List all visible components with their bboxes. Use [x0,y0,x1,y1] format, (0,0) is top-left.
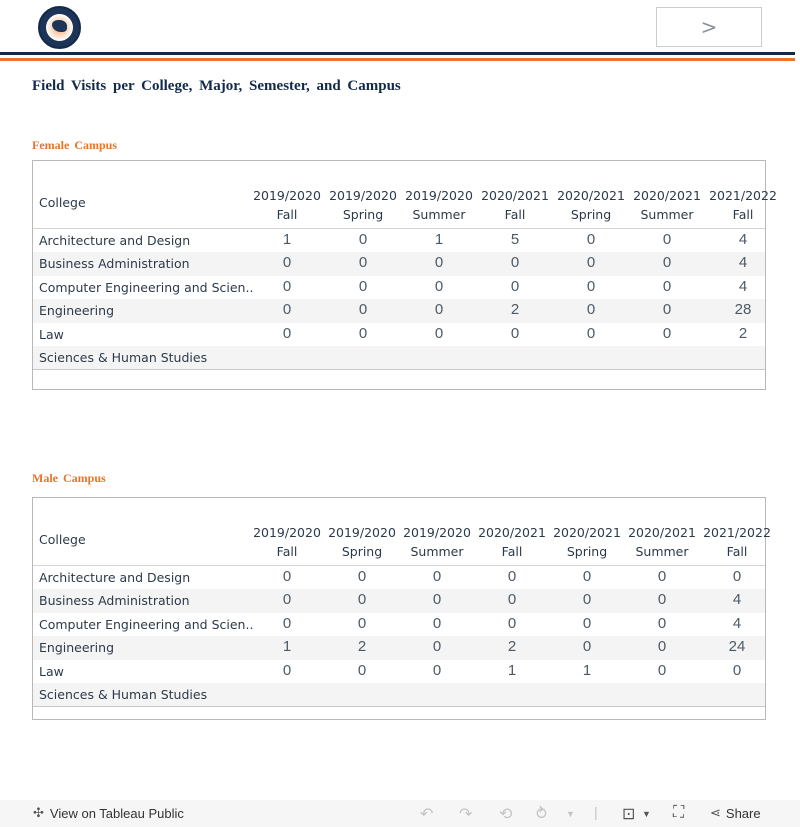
visit-count-cell: 0 [282,568,292,585]
college-name: Engineering [39,303,114,319]
share-button[interactable]: ⋖ Share [710,805,761,821]
column-term: Spring [341,544,383,559]
column-term: Fall [276,544,298,559]
column-term: Spring [570,207,612,222]
visit-count-cell: 1 [282,638,292,656]
next-page-button[interactable]: > [656,7,762,47]
visit-count-cell: 0 [432,591,442,609]
semester-column-header [324,523,400,561]
visit-count-cell: 0 [586,324,596,342]
view-on-tableau-link[interactable]: ✣ View on Tableau Public [33,805,184,821]
toolbar-divider: | [594,804,598,820]
column-term: Summer [640,207,694,222]
table-row[interactable] [33,613,765,636]
visit-count-cell: 0 [282,661,292,679]
column-year: 2021/2022 [703,525,771,540]
visit-count-cell: 1 [434,231,444,248]
table-row[interactable] [33,683,765,706]
visit-count-cell: 0 [358,254,368,272]
column-term: Summer [412,207,466,222]
visit-count-cell: 0 [510,324,520,342]
table-row[interactable] [33,589,765,612]
visit-count-cell: 0 [586,254,596,272]
male-campus-title: Male Campus [32,471,106,485]
college-name: Engineering [39,640,114,656]
visit-count-cell: 5 [510,231,520,248]
visit-count-cell: 0 [657,568,667,585]
college-column-header: College [39,195,86,210]
column-year: 2020/2021 [557,188,625,203]
semester-column-header [474,523,550,561]
column-term: Spring [342,207,384,222]
visit-count-cell: 0 [657,661,667,679]
column-year: 2019/2020 [253,525,321,540]
visit-count-cell: 0 [282,591,292,609]
visit-count-cell: 2 [510,301,520,319]
table-row[interactable] [33,566,765,589]
refresh-dropdown-icon[interactable]: ▼ [566,809,575,819]
semester-column-header [549,523,625,561]
semester-column-header [624,523,700,561]
college-name: Computer Engineering and Scien.. [39,279,254,295]
visit-count-cell: 0 [434,324,444,342]
revert-icon[interactable]: ⟲ [499,806,513,823]
visit-count-cell: 0 [434,301,444,319]
column-year: 2019/2020 [329,188,397,203]
college-name: Business Administration [39,256,190,272]
semester-column-header [629,186,705,224]
visit-count-cell: 0 [657,591,667,609]
semester-column-header [249,523,325,561]
column-year: 2019/2020 [328,525,396,540]
visit-count-cell: 0 [432,638,442,656]
table-footer [33,369,765,387]
visit-count-cell: 0 [657,614,667,632]
column-term: Fall [504,207,526,222]
visit-count-cell: 1 [582,661,592,679]
visit-count-cell: 4 [732,614,742,632]
table-row[interactable] [33,276,765,299]
semester-column-header [705,186,781,224]
visit-count-cell: 2 [738,324,748,342]
share-icon: ⋖ [710,805,721,820]
visit-count-cell: 0 [662,254,672,272]
header-rule-orange [0,58,795,61]
visit-count-cell: 0 [732,568,742,585]
visit-count-cell: 2 [357,638,367,656]
column-year: 2020/2021 [628,525,696,540]
column-year: 2019/2020 [403,525,471,540]
visit-count-cell: 0 [507,591,517,609]
visit-count-cell: 4 [738,231,748,248]
page-title: Field Visits per College, Major, Semester, and Campus [32,78,401,94]
visit-count-cell: 0 [434,277,444,295]
column-year: 2019/2020 [405,188,473,203]
visit-count-cell: 0 [357,591,367,609]
visit-count-cell: 0 [358,324,368,342]
college-name: Business Administration [39,593,190,609]
undo-icon[interactable]: ↶ [420,806,434,823]
semester-column-header [477,186,553,224]
column-term: Summer [635,544,689,559]
visit-count-cell: 0 [582,614,592,632]
university-logo-icon [38,6,81,49]
visit-count-cell: 28 [734,301,752,319]
visit-count-cell: 0 [510,254,520,272]
column-year: 2019/2020 [253,188,321,203]
visit-count-cell: 0 [582,638,592,656]
visit-count-cell: 0 [282,277,292,295]
visit-count-cell: 4 [732,591,742,609]
visit-count-cell: 1 [507,661,517,679]
visit-count-cell: 24 [728,638,746,656]
visit-count-cell: 0 [282,301,292,319]
visit-count-cell: 0 [662,231,672,248]
visit-count-cell: 0 [582,591,592,609]
header-rule-navy [0,52,795,55]
table-row[interactable] [33,346,765,369]
college-name: Architecture and Design [39,233,191,248]
visit-count-cell: 0 [432,661,442,679]
visit-count-cell: 0 [282,324,292,342]
visit-count-cell: 0 [358,231,368,248]
column-year: 2020/2021 [481,188,549,203]
visit-count-cell: 4 [738,254,748,272]
header [0,0,800,64]
male-campus-table[interactable] [32,497,771,720]
college-name: Law [39,663,64,679]
visit-count-cell: 0 [357,614,367,632]
visit-count-cell: 0 [662,324,672,342]
visit-count-cell: 0 [432,614,442,632]
download-icon[interactable]: ⊡ [622,806,636,823]
column-term: Spring [566,544,608,559]
column-year: 2020/2021 [478,525,546,540]
table-row[interactable] [33,299,765,322]
visit-count-cell: 0 [282,614,292,632]
visit-count-cell: 0 [358,301,368,319]
table-footer [33,706,765,724]
visit-count-cell: 0 [586,301,596,319]
table-row[interactable] [33,323,765,346]
visit-count-cell: 0 [732,661,742,679]
table-header [33,161,777,229]
visit-count-cell: 0 [507,568,517,585]
visit-count-cell: 0 [358,277,368,295]
semester-column-header [399,523,475,561]
column-term: Summer [410,544,464,559]
college-name: Law [39,326,64,342]
table-row[interactable] [33,636,765,659]
college-column-header: College [39,532,86,547]
tableau-logo-icon: ✣ [33,805,44,820]
visit-count-cell: 0 [582,568,592,585]
semester-column-header [325,186,401,224]
refresh-icon[interactable]: ⥁ [536,806,547,823]
visit-count-cell: 0 [507,614,517,632]
download-dropdown-icon[interactable]: ▼ [642,809,651,819]
column-term: Fall [732,207,754,222]
semester-column-header [249,186,325,224]
visit-count-cell: 1 [282,231,292,248]
semester-column-header [553,186,629,224]
semester-column-header [699,523,775,561]
column-term: Fall [726,544,748,559]
college-name: Sciences & Human Studies [39,686,208,702]
fullscreen-icon[interactable]: ⛶ [673,804,685,821]
college-name: Sciences & Human Studies [39,349,208,365]
visit-count-cell: 2 [507,638,517,656]
college-name: Architecture and Design [39,570,191,585]
visit-count-cell: 0 [586,277,596,295]
tableau-toolbar [0,800,800,827]
visit-count-cell: 0 [357,568,367,585]
visit-count-cell: 0 [282,254,292,272]
table-row[interactable] [33,252,765,275]
column-year: 2021/2022 [709,188,777,203]
redo-icon[interactable]: ↷ [459,806,473,823]
female-campus-table[interactable] [32,160,777,390]
visit-count-cell: 0 [586,231,596,248]
visit-count-cell: 0 [434,254,444,272]
column-year: 2020/2021 [633,188,701,203]
column-term: Fall [276,207,298,222]
visit-count-cell: 0 [662,301,672,319]
column-year: 2020/2021 [553,525,621,540]
visit-count-cell: 0 [432,568,442,585]
visit-count-cell: 0 [662,277,672,295]
column-term: Fall [501,544,523,559]
visit-count-cell: 0 [657,638,667,656]
college-name: Computer Engineering and Scien.. [39,616,254,632]
table-row[interactable] [33,229,765,252]
female-campus-title: Female Campus [32,138,117,152]
table-header [33,498,771,566]
visit-count-cell: 4 [738,277,748,295]
visit-count-cell: 0 [510,277,520,295]
visit-count-cell: 0 [357,661,367,679]
semester-column-header [401,186,477,224]
table-row[interactable] [33,660,765,683]
